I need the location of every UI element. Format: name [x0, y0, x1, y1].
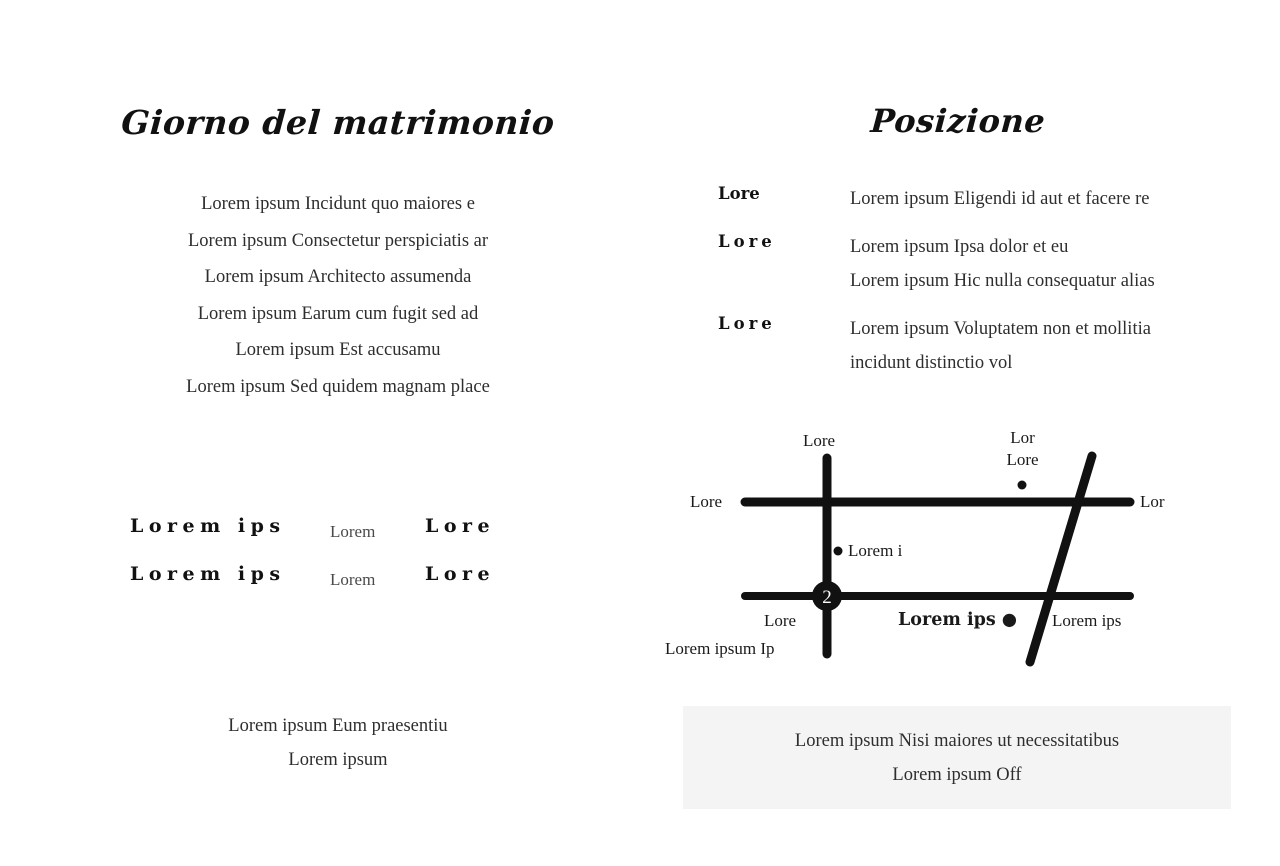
map-marker-number: 2 — [822, 587, 832, 608]
footer-info-box — [683, 706, 1231, 809]
schedule-what: Lore — [425, 515, 496, 537]
detail-value — [850, 182, 1248, 217]
schedule-middle: Lorem — [330, 570, 376, 589]
map-label-road-bottom-right: Lorem ips — [1052, 611, 1122, 630]
location-map[interactable] — [660, 416, 1256, 676]
left-footer-note — [120, 709, 556, 777]
detail-row — [718, 312, 1248, 381]
left-note-line: Lorem ipsum Eum praesentiu — [228, 716, 448, 736]
schedule-when: Lorem ips — [130, 515, 286, 537]
footer-line: Lorem ipsum Off — [892, 764, 1022, 785]
schedule-when: Lorem ips — [130, 563, 286, 585]
detail-value — [850, 312, 1248, 381]
map-label-venue-text: Lorem ips — [898, 610, 996, 630]
map-label-venue — [898, 609, 1017, 631]
map-roads-svg — [660, 416, 1256, 676]
detail-value-line: Lorem ipsum Hic nulla consequatur alias — [850, 271, 1155, 291]
map-label-horizontal-road-right: Lor — [1140, 492, 1165, 511]
schedule-what: Lore — [425, 563, 496, 585]
intro-line: Lorem ipsum Incidunt quo maiores e — [201, 194, 475, 214]
detail-row — [718, 230, 1248, 299]
detail-row — [718, 182, 1248, 217]
map-label-poi-upper-line1: Lor — [1010, 428, 1035, 447]
map-label-road-bottom-far-left: Lorem ipsum Ip — [665, 639, 775, 658]
schedule-row — [130, 554, 550, 602]
detail-value-line: incidunt distinctio vol — [850, 353, 1013, 373]
detail-label: Lore — [718, 231, 776, 251]
page-title-location: Posizione — [869, 102, 1047, 140]
map-label-poi-upper — [985, 427, 1060, 471]
intro-paragraph — [120, 186, 556, 405]
schedule-row — [130, 506, 550, 554]
map-label-horizontal-road-left: Lore — [690, 492, 723, 511]
map-label-vertical-road-top: Lore — [803, 431, 836, 450]
left-note-line: Lorem ipsum — [288, 750, 388, 770]
map-label-poi-middle: Lorem i — [848, 541, 903, 560]
detail-label: Lore — [718, 184, 760, 203]
detail-value-line: Lorem ipsum Ipsa dolor et eu — [850, 236, 1069, 257]
venue-bullet-icon: ● — [995, 610, 1018, 630]
map-label-poi-upper-line2: Lore — [1006, 450, 1039, 469]
detail-value — [850, 230, 1248, 299]
detail-value-line: Lorem ipsum Eligendi id aut et facere re — [850, 189, 1150, 209]
schedule-list — [130, 506, 550, 602]
poi-dot-middle — [834, 547, 843, 556]
right-column — [660, 0, 1256, 866]
intro-line: Lorem ipsum Est accusamu — [235, 340, 441, 360]
intro-line: Lorem ipsum Architecto assumenda — [204, 267, 472, 287]
footer-line: Lorem ipsum Nisi maiores ut necessitatibus — [794, 730, 1120, 751]
intro-line: Lorem ipsum Sed quidem magnam place — [186, 376, 490, 397]
page-title-wedding-day: Giorno del matrimonio — [120, 103, 556, 142]
left-column — [120, 0, 556, 866]
intro-line: Lorem ipsum Consectetur perspiciatis ar — [187, 230, 489, 251]
location-details-list — [718, 182, 1248, 394]
intro-line: Lorem ipsum Earum cum fugit sed ad — [197, 303, 479, 324]
poi-dot-upper — [1018, 481, 1027, 490]
detail-value-line: Lorem ipsum Voluptatem non et mollitia — [850, 318, 1151, 339]
detail-label: Lore — [718, 313, 776, 333]
schedule-middle: Lorem — [330, 522, 376, 541]
map-label-road-bottom-left: Lore — [764, 611, 797, 630]
